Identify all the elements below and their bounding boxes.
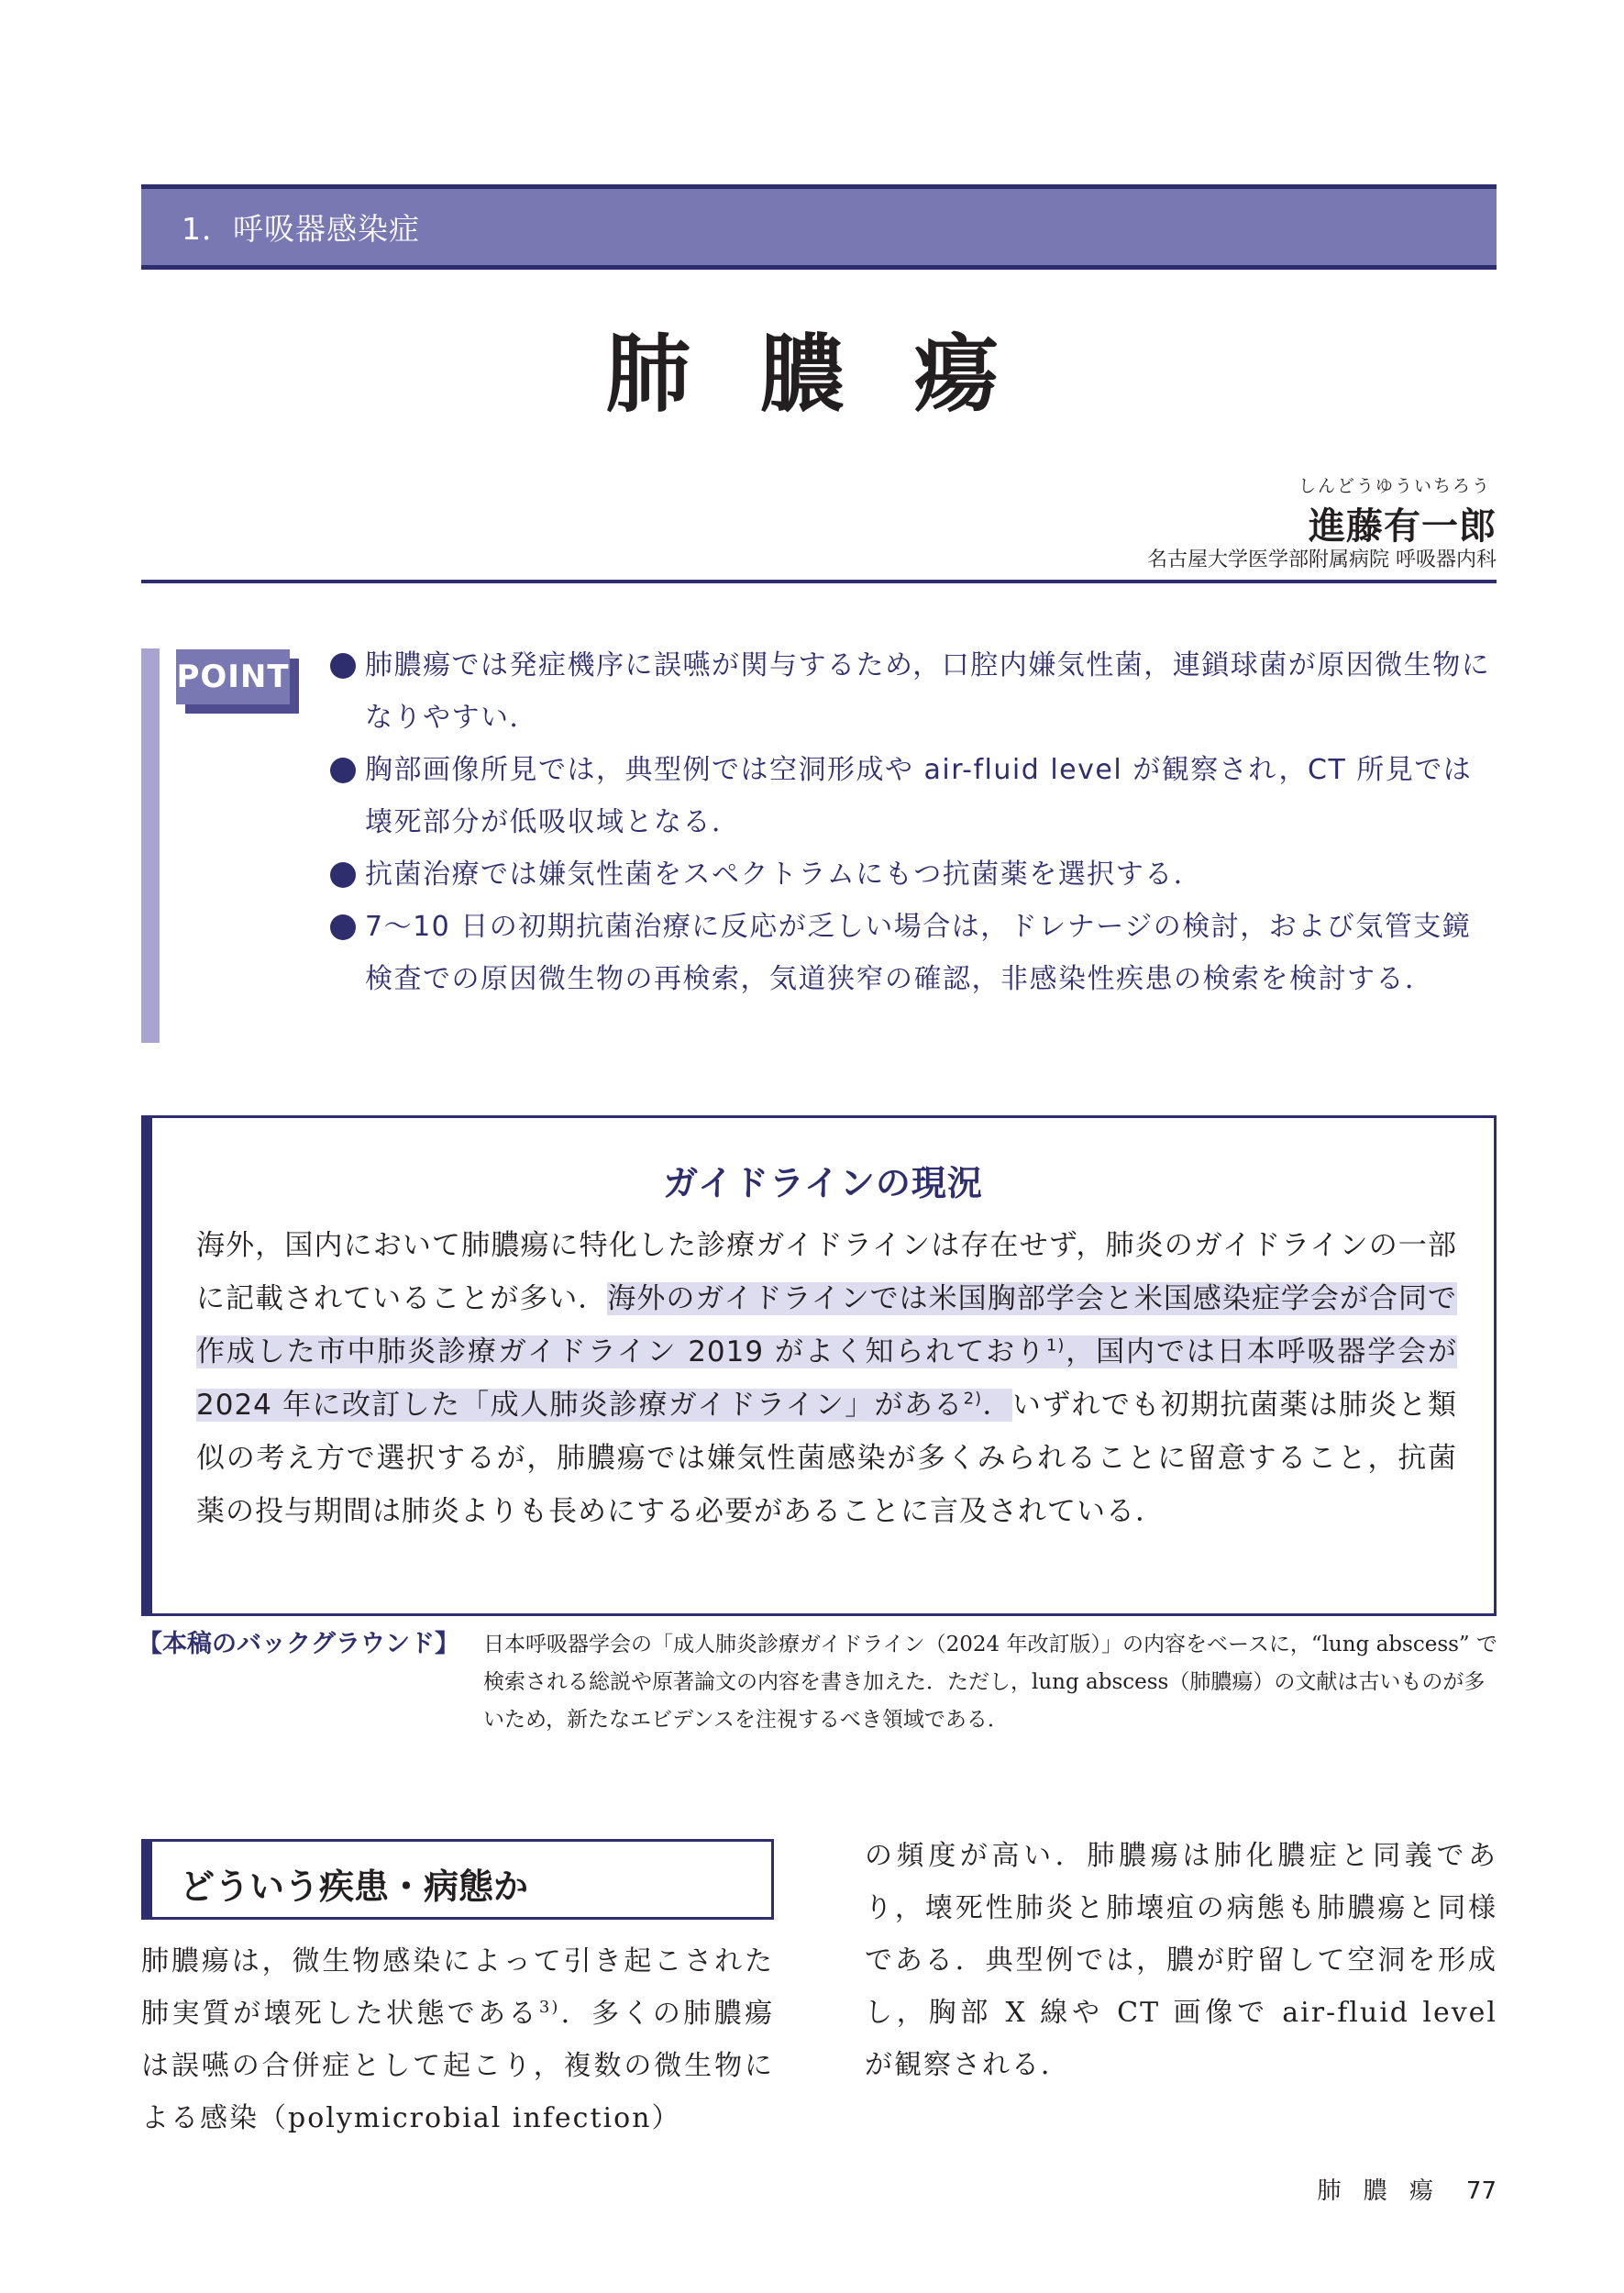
author-affiliation: 名古屋大学医学部附属病院 呼吸器内科 [1147, 548, 1497, 571]
body-column-right: の頻度が高い．肺膿瘍は肺化膿症と同義であり，壊死性肺炎と肺壊疽の病態も肺膿瘍と同様である．典型例では，膿が貯留して空洞を形成し，胸部 X 線や CT 画像で air-fluid level が観察される． [865, 1840, 1497, 2081]
article-title: 肺 膿 瘍 [605, 326, 1019, 424]
background-text: 日本呼吸器学会の「成人肺炎診療ガイドライン（2024 年改訂版）」の内容をベースに，“lung abscess” で検索される総説や原著論文の内容を書き加えた．ただし，lung abscess（肺膿瘍）の文献は古いものが多いため，新たなエビデンスを注視するべき領域である． [483, 1633, 1497, 1732]
footer-title: 肺 膿 瘍 [1317, 2177, 1441, 2205]
page-number: 77 [1465, 2177, 1497, 2205]
bullet-icon [330, 914, 356, 940]
point-item-text: 胸部画像所見では，典型例では空洞形成や air-fluid level が観察され，CT 所見では壊死部分が低吸収域となる． [365, 754, 1473, 838]
page-footer [1317, 2172, 1497, 2206]
point-item [330, 901, 1499, 1005]
background-label: 【本稿のバックグラウンド】 [138, 1630, 459, 1658]
point-item-text: 7〜10 日の初期抗菌治療に反応が乏しい場合は，ドレナージの検討，および気管支鏡検査での原因微生物の再検索，気道狭窄の確認，非感染性疾患の検索を検討する． [365, 911, 1472, 995]
bullet-icon [330, 758, 356, 783]
body-column-left [141, 1935, 774, 2144]
citation-3: 3) [538, 1998, 560, 2017]
section-heading: どういう疾患・病態か [180, 1867, 529, 1907]
citation-2: 2) [963, 1389, 983, 1409]
section-heading-box [141, 1839, 774, 1920]
bullet-icon [330, 862, 356, 888]
chapter-header [141, 184, 1497, 270]
point-side-rail [141, 648, 160, 1043]
chapter-label: 1．呼吸器感染症 [182, 211, 420, 247]
guideline-text-1: 海外，国内において肺膿瘍に特化した診療ガイドラインは存在せず，肺炎のガイドラインの一部に記載されていることが多い． [196, 1229, 1457, 1315]
point-item-text: 抗菌治療では嫌気性菌をスペクトラムにもつ抗菌薬を選択する． [365, 858, 1203, 891]
point-badge: POINT [176, 649, 290, 704]
point-item-text: 肺膿瘍では発症機序に誤嚥が関与するため，口腔内嫌気性菌，連鎖球菌が原因微生物になりやすい． [365, 649, 1491, 734]
body-text-left-1: 肺膿瘍は，微生物感染によって引き起こされた肺実質が壊死した状態である [141, 1945, 774, 2030]
guideline-highlight-text-3: ． [982, 1389, 1012, 1422]
guideline-text-2: いずれでも初期抗菌薬は肺炎と類似の考え方で選択するが，肺膿瘍では嫌気性菌感染が多くみられることに留意すること，抗菌薬の投与期間は肺炎よりも長めにする必要があることに言及されている． [196, 1389, 1458, 1528]
point-item [330, 639, 1499, 744]
author-ruby: しんどうゆういちろう [1298, 476, 1491, 496]
guideline-box [141, 1115, 1497, 1616]
guideline-title: ガイドラインの現況 [663, 1163, 983, 1203]
guideline-highlight-text-2: ，国内では日本呼吸器学会が 2024 年に改訂した「成人肺炎診療ガイドライン」がある [196, 1335, 1457, 1422]
citation-1: 1) [1045, 1335, 1066, 1356]
author-block [1298, 472, 1497, 549]
author-divider [141, 580, 1497, 583]
bullet-icon [330, 653, 356, 679]
point-item [330, 744, 1499, 848]
guideline-highlight-text-1: 海外のガイドラインでは米国胸部学会と米国感染症学会が合同で作成した市中肺炎診療ガイドライン 2019 がよく知られており [196, 1282, 1458, 1368]
point-list [330, 639, 1499, 1005]
author-name: 進藤有一郎 [1309, 505, 1497, 548]
guideline-body [196, 1219, 1457, 1538]
body-text-left-2: ．多くの肺膿瘍は誤嚥の合併症として起こり，複数の微生物による感染（polymicrobial infection） [141, 1998, 775, 2134]
point-item [330, 848, 1499, 901]
